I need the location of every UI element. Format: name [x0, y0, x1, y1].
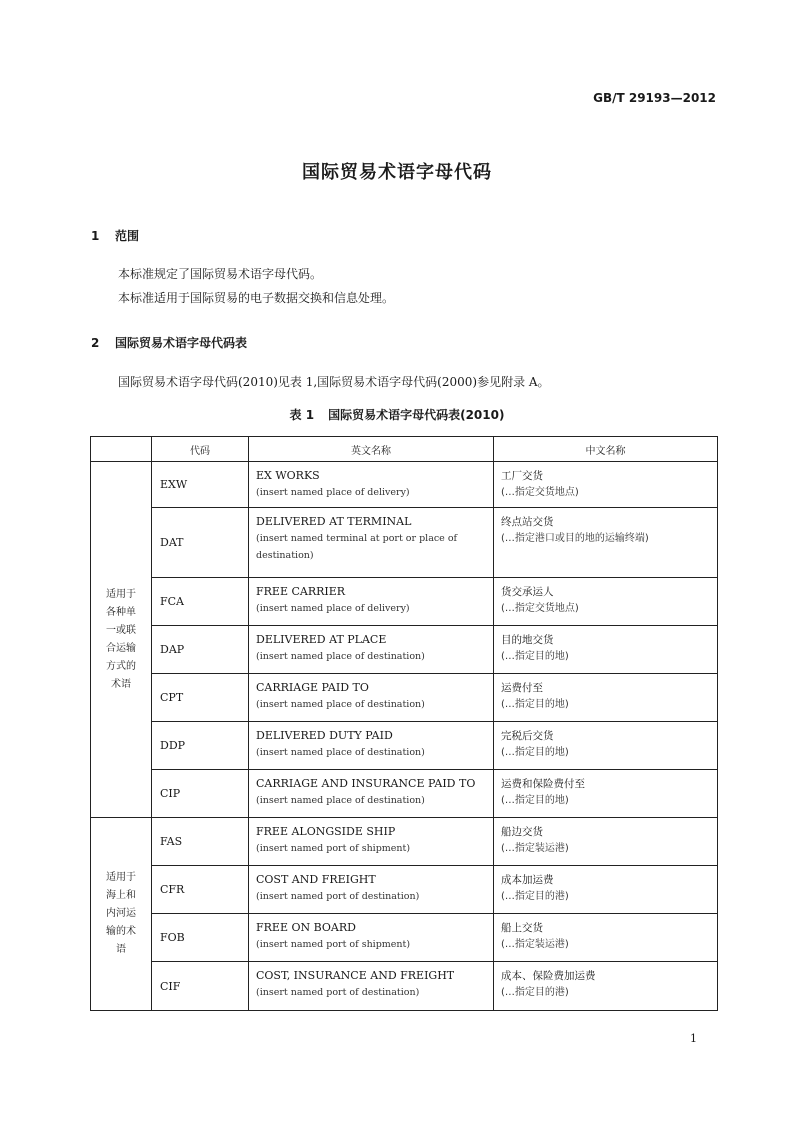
english-note: (insert named place of delivery): [256, 487, 410, 498]
chinese-note: (…指定目的港): [501, 891, 569, 902]
chinese-name-cell: [494, 626, 718, 674]
table-row: [91, 674, 718, 722]
english-note: (insert named port of shipment): [256, 939, 411, 950]
english-term: FREE ALONGSIDE SHIP: [256, 825, 396, 838]
chinese-note: (…指定装运港): [501, 939, 569, 950]
english-note: (insert named port of shipment): [256, 843, 411, 854]
english-note: (insert named place of destination): [256, 795, 425, 806]
english-term: FREE ON BOARD: [256, 921, 356, 934]
chinese-note: (…指定目的地): [501, 699, 569, 710]
english-name-cell: [249, 770, 494, 818]
code-cell: CIP: [152, 770, 249, 818]
english-term: DELIVERED DUTY PAID: [256, 729, 393, 742]
english-name-cell: [249, 674, 494, 722]
code-cell: DAP: [152, 626, 249, 674]
english-term: FREE CARRIER: [256, 585, 346, 598]
page-number: 1: [690, 1032, 697, 1045]
group-label-cell: [91, 818, 152, 1011]
section-title: 国际贸易术语字母代码表: [115, 336, 248, 350]
chinese-note: (…指定交货地点): [501, 487, 579, 498]
group-label: 适用于海上和内河运输的术语: [106, 872, 136, 955]
table-row: [91, 722, 718, 770]
table-row: [91, 626, 718, 674]
table-caption-title: 国际贸易术语字母代码表(2010): [328, 408, 505, 422]
table-row: [91, 914, 718, 962]
chinese-note: (…指定目的地): [501, 651, 569, 662]
english-note: (insert named port of destination): [256, 987, 420, 998]
incoterms-code-table: [90, 436, 718, 1011]
chinese-term: 运费和保险费付至: [501, 778, 585, 790]
standard-code: GB/T 29193—2012: [593, 91, 716, 105]
chinese-term: 完税后交货: [501, 730, 554, 742]
section-1-paragraph: 本标准规定了国际贸易术语字母代码。: [118, 267, 323, 281]
document-title: 国际贸易术语字母代码: [302, 162, 492, 183]
english-name-cell: [249, 914, 494, 962]
column-header: 代码: [152, 437, 249, 462]
column-header: 中文名称: [494, 437, 718, 462]
chinese-note: (…指定目的港): [501, 987, 569, 998]
english-term: DELIVERED AT PLACE: [256, 633, 387, 646]
chinese-term: 终点站交货: [501, 516, 554, 528]
chinese-name-cell: [494, 722, 718, 770]
group-label: 适用于各种单一或联合运输方式的术语: [106, 588, 136, 690]
code-cell: DAT: [152, 508, 249, 578]
english-term: CARRIAGE AND INSURANCE PAID TO: [256, 777, 476, 790]
section-2-paragraph: 国际贸易术语字母代码(2010)见表 1,国际贸易术语字母代码(2000)参见附录 A。: [118, 375, 550, 389]
table-row: [91, 462, 718, 508]
chinese-term: 货交承运人: [501, 586, 554, 598]
code-cell: CPT: [152, 674, 249, 722]
chinese-term: 成本加运费: [501, 874, 554, 886]
english-term: COST, INSURANCE AND FREIGHT: [256, 969, 455, 982]
english-name-cell: [249, 508, 494, 578]
group-label-cell: [91, 462, 152, 818]
chinese-name-cell: [494, 914, 718, 962]
english-note: (insert named place of destination): [256, 651, 425, 662]
table-row: [91, 962, 718, 1011]
english-note: (insert named place of destination): [256, 747, 425, 758]
section-2-heading: [91, 334, 247, 351]
code-cell: FAS: [152, 818, 249, 866]
code-cell: FCA: [152, 578, 249, 626]
english-name-cell: [249, 578, 494, 626]
table-row: [91, 818, 718, 866]
english-term: CARRIAGE PAID TO: [256, 681, 369, 694]
chinese-term: 船上交货: [501, 922, 543, 934]
chinese-note: (…指定交货地点): [501, 603, 579, 614]
chinese-name-cell: [494, 462, 718, 508]
english-note: (insert named place of delivery): [256, 603, 410, 614]
table-row: [91, 770, 718, 818]
english-term: COST AND FREIGHT: [256, 873, 376, 886]
chinese-note: (…指定港口或目的地的运输终端): [501, 533, 649, 544]
chinese-term: 目的地交货: [501, 634, 554, 646]
chinese-note: (…指定目的地): [501, 747, 569, 758]
code-cell: CFR: [152, 866, 249, 914]
chinese-name-cell: [494, 866, 718, 914]
code-cell: EXW: [152, 462, 249, 508]
english-term: EX WORKS: [256, 469, 320, 482]
section-number: 1: [91, 229, 100, 243]
english-name-cell: [249, 962, 494, 1011]
table-caption: [0, 406, 794, 423]
chinese-name-cell: [494, 578, 718, 626]
chinese-name-cell: [494, 508, 718, 578]
column-header: [91, 437, 152, 462]
code-cell: FOB: [152, 914, 249, 962]
table-row: [91, 508, 718, 578]
table-row: [91, 866, 718, 914]
chinese-name-cell: [494, 770, 718, 818]
table-caption-label: 表 1: [289, 408, 315, 422]
chinese-note: (…指定装运港): [501, 843, 569, 854]
chinese-term: 船边交货: [501, 826, 543, 838]
chinese-name-cell: [494, 674, 718, 722]
chinese-term: 运费付至: [501, 682, 543, 694]
english-name-cell: [249, 818, 494, 866]
section-title: 范围: [115, 229, 140, 243]
english-note: (insert named place of destination): [256, 699, 425, 710]
english-name-cell: [249, 866, 494, 914]
english-name-cell: [249, 722, 494, 770]
chinese-term: 成本、保险费加运费: [501, 970, 596, 982]
chinese-note: (…指定目的地): [501, 795, 569, 806]
english-term: DELIVERED AT TERMINAL: [256, 515, 412, 528]
section-1-heading: [91, 227, 139, 244]
chinese-name-cell: [494, 818, 718, 866]
code-cell: CIF: [152, 962, 249, 1011]
table-header-row: [91, 437, 718, 462]
english-note: (insert named port of destination): [256, 891, 420, 902]
english-note: (insert named terminal at port or place of destination): [256, 533, 458, 561]
code-cell: DDP: [152, 722, 249, 770]
english-name-cell: [249, 462, 494, 508]
table-row: [91, 578, 718, 626]
section-1-paragraph: 本标准适用于国际贸易的电子数据交换和信息处理。: [118, 291, 395, 305]
section-number: 2: [91, 336, 100, 350]
chinese-term: 工厂交货: [501, 470, 543, 482]
chinese-name-cell: [494, 962, 718, 1011]
english-name-cell: [249, 626, 494, 674]
column-header: 英文名称: [249, 437, 494, 462]
